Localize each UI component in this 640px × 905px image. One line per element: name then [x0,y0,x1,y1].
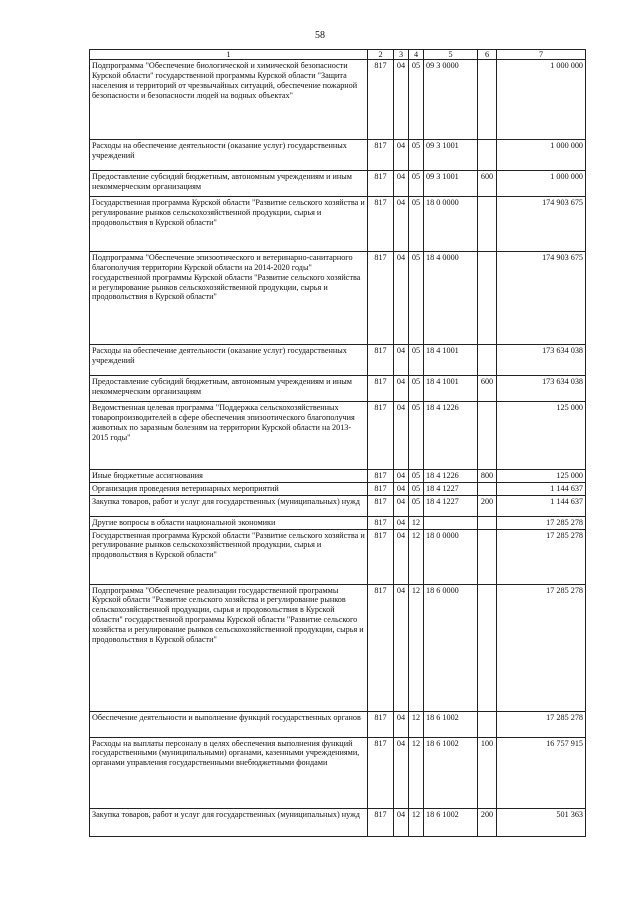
row-code: 817 [368,402,394,470]
row-code: 817 [368,711,394,737]
row-code: 18 6 0000 [424,584,478,711]
column-header: 6 [478,50,497,60]
column-header: 7 [497,50,586,60]
table-row [90,584,586,711]
row-code: 100 [478,737,497,808]
row-code: 09 3 1001 [424,171,478,197]
row-code [478,584,497,711]
row-code: 600 [478,376,497,402]
row-code [478,711,497,737]
row-amount: 16 757 915 [497,737,586,808]
row-code: 18 6 1002 [424,711,478,737]
row-label: Государственная программа Курской области "Развитие сельского хозяйства и регулирование рынков сельскохозяйственной продукции, сырья и продовольствия в Курской области" [90,197,368,252]
row-code: 18 0 0000 [424,197,478,252]
row-code: 05 [409,252,424,345]
row-code: 12 [409,516,424,529]
row-code: 05 [409,495,424,516]
row-code: 817 [368,529,394,584]
row-code: 09 3 0000 [424,60,478,140]
row-code: 18 4 1226 [424,402,478,470]
row-label: Обеспечение деятельности и выполнение функций государственных органов [90,711,368,737]
column-header: 1 [90,50,368,60]
row-code: 18 4 1001 [424,345,478,376]
table-row [90,197,586,252]
table-row [90,345,586,376]
row-amount: 17 285 278 [497,711,586,737]
row-code [478,402,497,470]
row-code: 600 [478,171,497,197]
row-code: 04 [394,252,409,345]
row-code: 817 [368,197,394,252]
row-code: 817 [368,140,394,171]
row-code: 18 6 1002 [424,737,478,808]
row-code: 817 [368,584,394,711]
row-code: 04 [394,60,409,140]
row-code: 04 [394,737,409,808]
table-row [90,495,586,516]
row-label: Подпрограмма "Обеспечение реализации государственной программы Курской области "Развитие сельского хозяйства и регулирование рынков сельскохозяйственной продукции, сырья и продовольствия в Курской области" государственной программы Курской области "Развитие сельского хозяйства и регулирование рынков сельскохозяйственной продукции, сырья и продовольствия в Курской области" [90,584,368,711]
page-number: 58 [315,30,325,41]
table-row [90,737,586,808]
table-row [90,470,586,483]
column-header: 5 [424,50,478,60]
row-code: 817 [368,808,394,836]
row-label: Закупка товаров, работ и услуг для государственных (муниципальных) нужд [90,495,368,516]
table-row [90,402,586,470]
row-code: 04 [394,584,409,711]
row-code: 04 [394,345,409,376]
row-amount: 125 000 [497,470,586,483]
budget-table [89,49,586,837]
row-code: 05 [409,197,424,252]
row-code: 05 [409,402,424,470]
row-code: 12 [409,711,424,737]
row-code: 05 [409,60,424,140]
table-row [90,171,586,197]
row-label: Подпрограмма "Обеспечение биологической и химической безопасности Курской области" государственной программы Курской области "Защита населения и территорий от чрезвычайных ситуаций, обеспечение пожарной безопасности и безопасности людей на водных объектах" [90,60,368,140]
column-header: 2 [368,50,394,60]
row-code [424,516,478,529]
row-code: 18 4 1227 [424,482,478,495]
row-amount: 173 634 038 [497,345,586,376]
column-header: 4 [409,50,424,60]
row-amount: 174 903 675 [497,252,586,345]
row-code: 12 [409,529,424,584]
row-code [478,140,497,171]
table-row [90,808,586,836]
row-code: 12 [409,584,424,711]
row-code [478,482,497,495]
row-code: 05 [409,171,424,197]
row-code: 05 [409,470,424,483]
row-amount: 17 285 278 [497,529,586,584]
row-amount: 1 000 000 [497,140,586,171]
row-amount: 174 903 675 [497,197,586,252]
row-code: 05 [409,376,424,402]
table-row [90,482,586,495]
row-code: 05 [409,345,424,376]
row-amount: 173 634 038 [497,376,586,402]
row-label: Расходы на обеспечение деятельности (оказание услуг) государственных учреждений [90,345,368,376]
row-code: 04 [394,171,409,197]
table-header-row [90,50,586,60]
row-code: 04 [394,529,409,584]
row-label: Предоставление субсидий бюджетным, автономным учреждениям и иным некоммерческим организациям [90,171,368,197]
row-label: Закупка товаров, работ и услуг для государственных (муниципальных) нужд [90,808,368,836]
row-code [478,197,497,252]
row-amount: 17 285 278 [497,516,586,529]
row-amount: 1 000 000 [497,171,586,197]
row-code: 12 [409,737,424,808]
row-code: 04 [394,711,409,737]
row-code: 04 [394,376,409,402]
row-label: Организация проведения ветеринарных мероприятий [90,482,368,495]
row-amount: 125 000 [497,402,586,470]
table-row [90,516,586,529]
row-amount: 1 144 637 [497,495,586,516]
row-code: 817 [368,516,394,529]
row-code: 18 6 1002 [424,808,478,836]
row-code: 817 [368,171,394,197]
table-row [90,376,586,402]
row-code: 817 [368,252,394,345]
row-code: 800 [478,470,497,483]
row-code: 04 [394,140,409,171]
row-amount: 501 363 [497,808,586,836]
row-code: 18 4 1001 [424,376,478,402]
row-code [478,60,497,140]
row-label: Ведомственная целевая программа "Поддержка сельскохозяйственных товаропроизводителей в сфере обеспечения эпизоотического благополучия животных по заразным болезням на территории Курской области на 2013-2015 годы" [90,402,368,470]
row-code: 817 [368,470,394,483]
row-amount: 1 144 637 [497,482,586,495]
row-code: 817 [368,737,394,808]
row-code [478,516,497,529]
table-row [90,529,586,584]
table-row [90,60,586,140]
row-label: Расходы на обеспечение деятельности (оказание услуг) государственных учреждений [90,140,368,171]
row-code: 18 0 0000 [424,529,478,584]
row-code: 04 [394,495,409,516]
row-code: 12 [409,808,424,836]
row-label: Государственная программа Курской области "Развитие сельского хозяйства и регулирование рынков сельскохозяйственной продукции, сырья и продовольствия в Курской области" [90,529,368,584]
row-code: 04 [394,402,409,470]
table-row [90,140,586,171]
row-code: 04 [394,516,409,529]
table-row [90,711,586,737]
row-code [478,529,497,584]
row-code: 04 [394,482,409,495]
row-label: Предоставление субсидий бюджетным, автономным учреждениям и иным некоммерческим организациям [90,376,368,402]
column-header: 3 [394,50,409,60]
row-code: 817 [368,495,394,516]
row-label: Иные бюджетные ассигнования [90,470,368,483]
row-code: 09 3 1001 [424,140,478,171]
row-label: Расходы на выплаты персоналу в целях обеспечения выполнения функций государственными (муниципальными) органами, казенными учреждениями, органами управления государственными внебюджетными фондами [90,737,368,808]
row-amount: 17 285 278 [497,584,586,711]
row-code: 18 4 1227 [424,495,478,516]
row-code: 200 [478,808,497,836]
row-code: 18 4 0000 [424,252,478,345]
row-code: 05 [409,140,424,171]
table-row [90,252,586,345]
row-code [478,345,497,376]
row-code: 04 [394,808,409,836]
row-code: 04 [394,197,409,252]
row-code: 817 [368,60,394,140]
row-code [478,252,497,345]
row-amount: 1 000 000 [497,60,586,140]
row-code: 200 [478,495,497,516]
row-code: 18 4 1226 [424,470,478,483]
row-label: Другие вопросы в области национальной экономики [90,516,368,529]
row-code: 05 [409,482,424,495]
row-code: 817 [368,482,394,495]
row-label: Подпрограмма "Обеспечение эпизоотического и ветеринарно-санитарного благополучия территории Курской области на 2014-2020 годы" государственной программы Курской области "Развитие сельского хозяйства и регулирование рынков сельскохозяйственной продукции, сырья и продовольствия в Курской области" [90,252,368,345]
row-code: 817 [368,376,394,402]
row-code: 04 [394,470,409,483]
row-code: 817 [368,345,394,376]
